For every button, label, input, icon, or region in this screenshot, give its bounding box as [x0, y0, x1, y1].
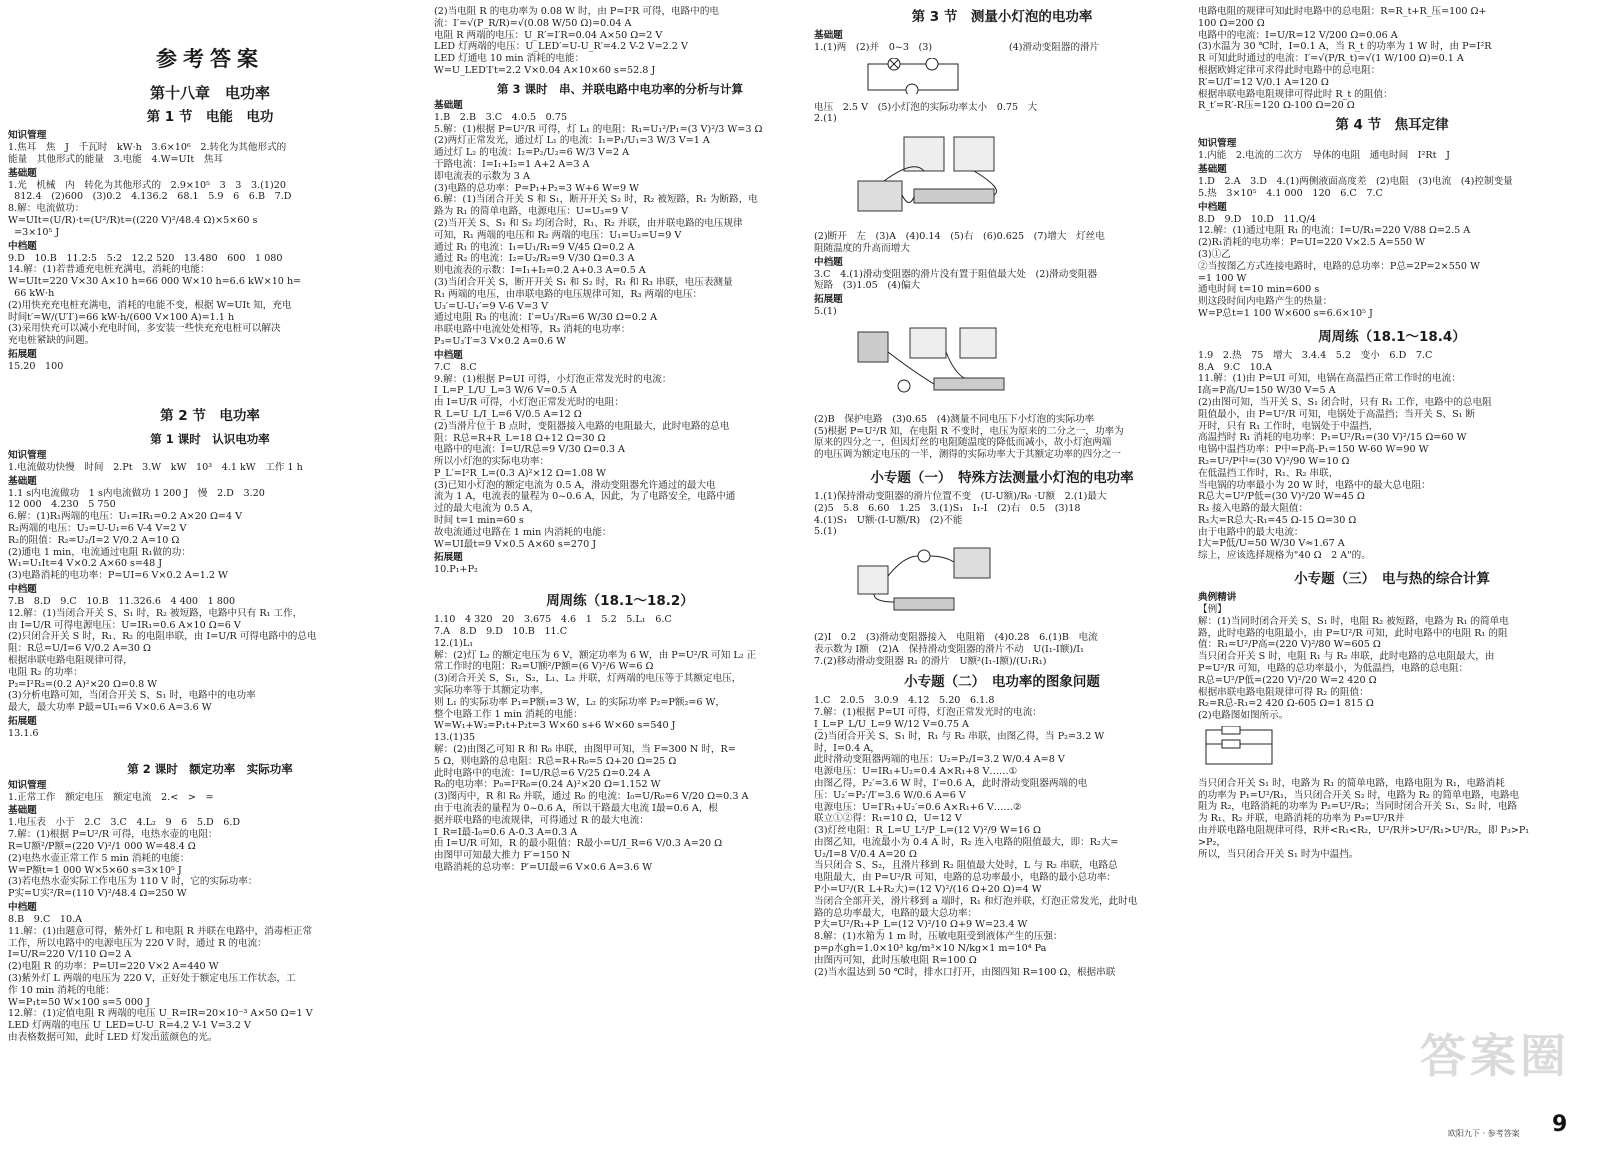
answer-line: p=ρ水gh=1.0×10³ kg/m³×10 N/kg×1 m=10⁴ Pa	[814, 943, 1047, 955]
answer-block	[434, 6, 806, 77]
answer-line: 最大，最大功率 P最=UI₁=6 V×0.6 A=3.6 W	[8, 702, 212, 714]
answer-line: 通过 R₁ 的电流：I₁=U₁/R₁=9 V/45 Ω=0.2 A	[434, 241, 635, 253]
answer-line: 8.解：电流做功：	[8, 203, 85, 215]
section-title: 第 2 节 电功率	[160, 407, 260, 424]
answer-line: 根据串联电路电阻规律可得，	[8, 654, 133, 666]
answer-line: 电阻 R₂ 的功率：	[8, 666, 83, 678]
answer-line: (2)I 0.2 (3)滑动变阻器接入 电阻箱 (4)0.28 6.(1)B 电流	[814, 631, 1098, 643]
answer-line: 1.B 2.B 3.C 4.0.5 0.75	[434, 111, 568, 123]
answer-line: 路，此时电路的电阻最小，由 P=U²/R 可知，此时电路中的电阻 R₁ 的阻	[1198, 627, 1508, 639]
answer-line: 电路消耗的总功率：P′=UI最=6 V×0.6 A=3.6 W	[434, 862, 653, 873]
answer-line: 当只闭合开关 S 时，电阻 R₁ 与 R₂ 串联，此时电路的总电阻最大，由	[1198, 651, 1495, 663]
answer-line: (2)由图可知，当开关 S、S₁ 闭合时，只有 R₁ 工作，电路中的总电阻	[1198, 396, 1492, 408]
answer-line: 1.焦耳 焦 J 千瓦时 kW·h 3.6×10⁶ 2.转化为其他形式的	[8, 142, 287, 153]
answer-line: (2)当滑片位于 B 点时，变阻器接入电路的电阻最大，此时电路的总电	[434, 420, 730, 432]
answer-line: W=W₁+W₂=P₁t+P₂t=3 W×60 s+6 W×60 s=540 J	[434, 720, 676, 732]
answer-line: P大=U²/R₁+P_L=(12 V)²/10 Ω+9 W=23.4 W	[814, 919, 1028, 931]
answer-line: 电阻最大，由 P=U²/R 可知，电路的总功率最小，电路的最小总功率：	[814, 872, 1117, 884]
answer-line: 电路电阻的规律可知此时电路中的总电阻：R=R_t+R_压=100 Ω+	[1198, 6, 1487, 17]
answer-line: 解：(2)灯 L₂ 的额定电压为 6 V，额定功率为 6 W，由 P=U²/R 可知 L₂ 正	[434, 649, 757, 661]
answer-line: LED 灯通电 10 min 消耗的电能：	[434, 53, 585, 65]
answer-line: (3)电路消耗的电功率：P=UI=6 V×0.2 A=1.2 W	[8, 570, 228, 582]
block-label: 知识管理	[1198, 138, 1237, 150]
answer-block	[814, 102, 1190, 126]
answer-line: 可知，R₁ 两端的电压和 R₂ 两端的电压：U₁=U₂=U=9 V	[434, 229, 682, 241]
answer-line: (2)只闭合开关 S 时，R₁、R₂ 的电阻串联，由 I=U/R 可得电路中的总电	[8, 631, 317, 643]
answer-line: (3)分析电路可知，当闭合开关 S、S₁ 时，电路中的电功率	[8, 690, 256, 702]
block-label: 知识管理	[8, 779, 47, 791]
answer-line: W=UIt=(U/R)·t=(U²/R)t=((220 V)²/48.4 Ω)×5×60 s	[8, 214, 258, 226]
answer-line: 9.解：(1)根据 P=UI 可得，小灯泡正常发光时的电流：	[434, 373, 672, 385]
answer-line: 压：U₂′=P₂′/I′=3.6 W/0.6 A=6 V	[814, 789, 966, 801]
section-title: 周周练（18.1～18.4）	[1318, 328, 1466, 345]
answer-line: 解：(2)由图乙可知 R 和 R₀ 串联，由图甲可知，当 F=300 N 时，R=	[434, 744, 736, 756]
answer-line: 根据欧姆定律可求得此时电路中的总电阻：	[1198, 64, 1381, 76]
page-title: 参考答案	[156, 47, 264, 71]
answer-line: (3)灯丝电阻：R_L=U_L²/P_L=(12 V)²/9 W=16 Ω	[814, 825, 1041, 837]
answer-line: 通电时间 t=10 min=600 s	[1198, 284, 1320, 296]
watermark-logo: 答案圈	[1420, 1029, 1570, 1083]
answer-line: (3)①乙	[1198, 248, 1231, 260]
answer-line: 联立①②得：R₁=10 Ω，U=12 V	[814, 813, 962, 825]
answer-line: (2)B 保护电路 (3)0.65 (4)测量不同电压下小灯泡的实际功率	[814, 413, 1095, 425]
answer-line: 12.解：(1)通过电阻 R₁ 的电流：I=U/R₁=220 V/88 Ω=2.5 A	[1198, 225, 1471, 237]
answer-line: R₂两端的电压：U₂=U-U₁=6 V-4 V=2 V	[8, 522, 187, 534]
answer-line: 则电流表的示数：I=I₁+I₂=0.2 A+0.3 A=0.5 A	[434, 265, 646, 277]
section-title: 第 3 节 测量小灯泡的电功率	[911, 9, 1093, 25]
answer-line: 电源电压：U=I′R₁+U₂′=0.6 A×R₁+6 V……②	[814, 801, 1022, 813]
block-label: 中档题	[8, 240, 37, 252]
section-title: 小专题（二） 电功率的图象问题	[904, 674, 1100, 691]
answer-line: 7.A 8.D 9.D 10.B 11.C	[434, 626, 568, 638]
answer-line: (3)水温为 30 ℃时，I=0.1 A，当 R_t 的功率为 1 W 时，由 P=I²R	[1198, 41, 1492, 53]
answer-line: (3)电路的总功率：P=P₁+P₂=3 W+6 W=9 W	[434, 182, 640, 194]
answer-line: 根据串联电路电阻规律可得 R₂ 的阻值：	[1198, 686, 1369, 698]
answer-line: I_L=P_L/U_L=9 W/12 V=0.75 A	[814, 718, 969, 730]
experiment-photo-diagram	[854, 542, 1004, 624]
answer-line: P=U²/R 可知，电路的总功率最小，为低温挡，电路的总电阻：	[1198, 663, 1469, 675]
answer-line: (3)紫外灯 L 两端的电压为 220 V，正好处于额定电压工作状态，工	[8, 973, 296, 985]
answer-line: 6.解：(1)R₁两端的电压：U₁=IR₁=0.2 A×20 Ω=4 V	[8, 511, 243, 523]
answer-line: 过的最大电流为 0.5 A，	[434, 503, 540, 515]
answer-line: 时间 t=1 min=60 s	[434, 515, 524, 527]
answer-line: 由图乙得，P₂′=3.6 W 时，I′=0.6 A，此时滑动变阻器两端的电	[814, 777, 1088, 789]
chapter-title: 第十八章 电功率	[149, 84, 270, 102]
answer-line: 10.P₁+P₂	[434, 564, 478, 576]
answer-line: 当闭合全部开关，滑片移到 a 端时，R₁ 和灯泡并联，灯泡正常发光，此时电	[814, 895, 1138, 907]
answer-line: W=P₁t=50 W×100 s=5 000 J	[8, 996, 150, 1008]
block-label: 中档题	[1198, 201, 1227, 213]
answer-block	[1198, 6, 1586, 112]
block-label: 拓展题	[814, 294, 843, 306]
answer-line: I_L=P_L/U_L=3 W/6 V=0.5 A	[434, 385, 577, 397]
answer-line: 则 L₁ 的实际功率 P₁=P额₁=3 W，L₂ 的实际功率 P₂=P额₂=6 W，	[434, 696, 725, 708]
experiment-photo-diagram	[854, 129, 1024, 223]
answer-line: 流为 1 A，电流表的量程为 0~0.6 A，因此，为了电路安全，电路中通	[434, 491, 736, 503]
answer-line: 由 I=U/R 可知，R 的最小阻值：R最小=U/I_R=6 V/0.3 A=20 Ω	[434, 838, 723, 850]
answer-line: (3)闭合开关 S，S₁，S₂，L₁、L₂ 并联，灯两端的电压等于其额定电压，	[434, 673, 742, 685]
block-label: 基础题	[1198, 163, 1227, 175]
answer-line: 故电流通过电路在 1 min 内消耗的电能：	[434, 526, 612, 538]
answer-line: 13.1.6	[8, 727, 39, 739]
column-3	[814, 6, 1190, 1136]
answer-line: 则这段时间内电路产生的热量：	[1198, 296, 1333, 308]
answer-block	[814, 231, 1190, 318]
answer-line: (2)电热水壶正常工作 5 min 消耗的电能：	[8, 852, 190, 864]
answer-line: W=UI最t=9 V×0.5 A×60 s=270 J	[434, 538, 597, 550]
answer-line: 1.C 2.0.5 3.0.9 4.12 5.20 6.1.8	[814, 695, 995, 707]
answer-line: (2)当开关 S、S₁ 和 S₂ 均闭合时，R₁、R₂ 并联，由并联电路的电压规律	[434, 217, 743, 229]
answer-line: 阻：R总=R+R_L=18 Ω+12 Ω=30 Ω	[434, 432, 606, 444]
answer-line: R₂=R总-R₁=2 420 Ω-605 Ω=1 815 Ω	[1198, 698, 1374, 710]
answer-line: 1.(1)保持滑动变阻器的滑片位置不变 (U-U额)/R₀ ·U额 2.(1)最大	[814, 490, 1107, 502]
section-title: 周周练（18.1～18.2）	[546, 593, 694, 610]
answer-line: 6.解：(1)当闭合开关 S 和 S₁，断开开关 S₂ 时，R₂ 被短路，R₁ 为断路，电	[434, 194, 758, 206]
answer-line: P小=U²/(R_L+R₂大)=(12 V)²/(16 Ω+20 Ω)=4 W	[814, 884, 1042, 896]
answer-line: ②当按图乙方式连接电路时，电路的总功率：P总=2P=2×550 W	[1198, 260, 1480, 272]
answer-line: (2)电路图如图所示。	[1198, 710, 1289, 722]
answer-line: 8.A 9.C 10.A	[1198, 361, 1272, 373]
answer-line: (5)根据 P=U²/R 知，在电阻 R 不变时，电压为原来的二分之一，功率为	[814, 425, 1124, 437]
answer-line: (2)用快充充电桩充满电，消耗的电能不变，根据 W=UIt 知，充电	[8, 299, 292, 311]
answer-line: 1.电流做功快慢 时间 2.Pt 3.W kW 10³ 4.1 kW 工作 1 h	[8, 461, 303, 473]
answer-block	[8, 450, 412, 740]
answer-line: 15.20 100	[8, 360, 64, 372]
answer-line: LED 灯两端的电压：U_LED′=U-U_R′=4.2 V-2 V=2.2 V	[434, 41, 688, 53]
answer-block	[1198, 592, 1586, 722]
answer-line: 工作，所以电路中的电源电压为 220 V 时，通过 R 的电流：	[8, 937, 267, 949]
answer-line: 由于电路中的最大电流：	[1198, 526, 1304, 538]
answer-line: R_t′=R′-R压=120 Ω-100 Ω=20 Ω	[1198, 100, 1355, 112]
answer-line: P_L′=I²R_L=(0.3 A)²×12 Ω=1.08 W	[434, 467, 607, 479]
answer-line: 1.(1)两 (2)并 0~3 (3) (4)滑动变阻器的滑片	[814, 42, 1100, 53]
answer-block	[814, 632, 1190, 667]
answer-line: (2)5 5.8 6.60 1.25 3.(1)S₁ I₁-I (2)右 0.5 (3)18	[814, 502, 1081, 514]
answer-line: 1.电压表 小于 2.C 3.C 4.L₂ 9 6 5.D 6.D	[8, 817, 241, 829]
column-2	[434, 6, 806, 1136]
block-label: 基础题	[8, 805, 37, 817]
lesson-title: 第 3 课时 串、并联电路中电功率的分析与计算	[496, 81, 743, 96]
answer-line: 即电流表的示数为 3 A	[434, 170, 530, 182]
answer-line: 所以，当只闭合开关 S₁ 时为中温挡。	[1198, 848, 1359, 860]
answer-line: R=U额²/P额=(220 V)²/1 000 W=48.4 Ω	[8, 841, 196, 853]
section-title: 小专题（一） 特殊方法测量小灯泡的电功率	[870, 469, 1134, 486]
answer-line: 解：(1)当同时闭合开关 S、S₁ 时，电阻 R₂ 被短路，电路为 R₁ 的简单电	[1198, 615, 1509, 627]
answer-line: 7.(2)移动滑动变阻器 R₁ 的滑片 U额²(I₁-I额)/(U₁R₁)	[814, 655, 1047, 667]
answer-line: 根据串联电路电阻规律可得此时 R_t 的阻值：	[1198, 88, 1393, 100]
answer-line: 1.1 s内电流做功 1 s内电流做功 1 200 J 慢 2.D 3.20	[8, 487, 265, 499]
answer-line: =3×10⁵ J	[8, 226, 60, 238]
answer-line: 当只闭合 S、S₂，且滑片移到 R₂ 阻值最大处时，L 与 R₂ 串联，电路总	[814, 860, 1118, 872]
column-1	[8, 6, 412, 1136]
block-label: 知识管理	[8, 130, 47, 141]
answer-line: 据并联电路的电流规律，可得通过 R 的最大电流：	[434, 814, 649, 826]
answer-line: 1.9 2.热 75 增大 3.4.4 5.2 变小 6.D 7.C	[1198, 349, 1433, 361]
answer-line: 此时电路中的电流：I=U/R总=6 V/25 Ω=0.24 A	[434, 767, 651, 779]
answer-line: >P₂，	[1198, 836, 1226, 848]
answer-line: (3)采用快充可以减小充电时间，多安装一些快充充电桩可以解决	[8, 323, 281, 335]
answer-line: 当电锅的功率最小为 20 W 时，电路中的最大总电阻：	[1198, 479, 1431, 491]
answer-line: R 可知此时通过的电流：I′=√(P/R_t)=√(1 W/100 Ω)=0.1 A	[1198, 53, 1464, 65]
answer-line: R′=U/I′=12 V/0.1 A=120 Ω	[1198, 76, 1329, 88]
answer-line: 电源电压：U=IR₁+U₂=0.4 A×R₁+8 V……①	[814, 766, 1018, 778]
answer-line: 在低温挡工作时，R₁、R₂ 串联，	[1198, 467, 1339, 479]
answer-line: W₁=U₁It=4 V×0.2 A×60 s=48 J	[8, 558, 163, 570]
answer-line: 电压 2.5 V (5)小灯泡的实际功率太小 0.75 大	[814, 101, 1038, 113]
answer-line: 812.4 (2)600 (3)0.2 4.136.2 68.1 5.9 6 6.B 7.D	[8, 191, 292, 203]
block-label: 拓展题	[8, 715, 37, 727]
answer-line: 此时滑动变阻器两端的电压：U₂=P₂/I=3.2 W/0.4 A=8 V	[814, 754, 1065, 766]
answer-line: 路为 R₁ 的简单电路，电源电压：U=U₃=9 V	[434, 206, 629, 218]
answer-line: 路的总功率最大，电路的最大总功率：	[814, 907, 978, 919]
answer-block	[814, 30, 1190, 54]
answer-block	[434, 614, 806, 874]
answer-line: 由图乙知，电流最小为 0.4 A 时，R₂ 连入电路的阻值最大，即：R₂大=	[814, 836, 1119, 848]
answer-line: 的电压调为额定电压的一半，测得的实际功率大于其额定功率的四分之一	[814, 449, 1121, 461]
answer-line: 5 Ω，则电路的总电阻：R总=R+R₀=5 Ω+20 Ω=25 Ω	[434, 755, 677, 767]
answer-line: 为 R₁、R₂ 并联，电路消耗的功率为 P₃=U²/R并	[1198, 813, 1405, 825]
answer-line: 阻：R总=U/I=6 V/0.2 A=30 Ω	[8, 643, 151, 655]
answer-line: 12.解：(1)当闭合开关 S、S₁ 时，R₂ 被短路，电路中只有 R₁ 工作，	[8, 607, 303, 619]
answer-line: 时，I=0.4 A，	[814, 742, 880, 754]
answer-line: W=P总t=1 100 W×600 s=6.6×10⁵ J	[1198, 307, 1373, 319]
section-title: 第 1 节 电能 电功	[146, 109, 274, 125]
answer-line: 由 I=U/R 可得，小灯泡正常发光时的电阻：	[434, 397, 624, 409]
answer-line: 阻为 R₂，电路消耗的功率为 P₂=U²/R₂；当同时闭合开关 S₁、S₂ 时，电路	[1198, 801, 1517, 813]
answer-line: I=U/R=220 V/110 Ω=2 A	[8, 949, 132, 961]
answer-line: 串联电路中电流处处相等，R₃ 消耗的电功率：	[434, 324, 631, 336]
answer-line: R₁ 两端的电压，由串联电路的电压规律可知，R₃ 两端的电压：	[434, 288, 703, 300]
answer-line: 能量 其他形式的能量 3.电能 4.W=UIt 焦耳	[8, 153, 224, 165]
answer-block	[434, 100, 806, 576]
answer-line: (3)当闭合开关 S，断开开关 S₁ 和 S₂ 时，R₁ 和 R₃ 串联，电压表测量	[434, 276, 733, 288]
answer-line: (2)通电 1 min，电流通过电阻 R₁做的功：	[8, 546, 191, 558]
answer-line: 7.解：(1)根据 P=UI 可得，灯泡正常发光时的电流：	[814, 707, 1042, 719]
answer-line: 1.正常工作 额定电压 额定电流 2.< > =	[8, 791, 214, 803]
block-label: 知识管理	[8, 449, 47, 461]
answer-line: 8.D 9.D 10.D 11.Q/4	[1198, 213, 1316, 225]
answer-line: 14.解：(1)若普通充电桩充满电，消耗的电能：	[8, 264, 210, 276]
answer-line: =1 100 W	[1198, 272, 1247, 284]
answer-line: 由图甲可知最大推力 F′=150 N	[434, 850, 571, 862]
answer-line: P实=U实²/R=(110 V)²/48.4 Ω=250 W	[8, 888, 187, 900]
answer-line: 12 000 4.230 5 750	[8, 499, 116, 511]
answer-line: 【例】	[1198, 604, 1227, 616]
block-label: 拓展题	[434, 552, 463, 564]
page-footer: 欧阳九下 · 参考答案	[1448, 1129, 1520, 1138]
answer-line: LED 灯两端的电压 U_LED=U-U_R=4.2 V-1 V=3.2 V	[8, 1020, 251, 1032]
answer-line: 2.(1)	[814, 113, 837, 125]
answer-line: (2)断开 左 (3)A (4)0.14 (5)右 (6)0.625 (7)增大 灯丝电	[814, 230, 1105, 242]
block-label: 拓展题	[8, 348, 37, 360]
answer-line: 表示数为 I额 (2)A 保持滑动变阻器的滑片不动 U(I₁-I额)/I₁	[814, 643, 1084, 655]
answer-block	[8, 780, 412, 1044]
block-label: 典例精讲	[1198, 592, 1237, 604]
answer-line: 充电桩紧缺的问题。	[8, 335, 95, 347]
answer-line: 当只闭合开关 S₁ 时，电路为 R₁ 的简单电路，电路电阻为 R₁，电路消耗	[1198, 777, 1505, 789]
answer-line: R₂的阻值：R₂=U₂/I=2 V/0.2 A=10 Ω	[8, 534, 180, 546]
answer-block	[814, 491, 1190, 538]
answer-line: 13.(1)35	[434, 732, 476, 744]
answer-line: 5.(1)	[814, 526, 837, 538]
answer-block	[814, 414, 1190, 461]
answer-line: R总=U²/P低=(220 V)²/20 W=2 420 Ω	[1198, 674, 1377, 686]
answer-line: R总大=U²/P低=(30 V)²/20 W=45 Ω	[1198, 491, 1365, 503]
answer-line: 5.(1)	[814, 306, 837, 318]
answer-line: 综上，应该选择规格为"40 Ω 2 A"的。	[1198, 550, 1371, 562]
circuit-diagram	[854, 58, 974, 94]
lesson-title: 第 1 课时 认识电功率	[150, 431, 270, 446]
block-label: 基础题	[814, 30, 843, 41]
answer-line: 1.10 4 320 20 3.675 4.6 1 5.2 5.L₁ 6.C	[434, 614, 672, 626]
answer-line: 9.D 10.B 11.2:5 5:2 12.2 520 13.480 600 1 080	[8, 252, 283, 264]
answer-line: 1.光 机械 内 转化为其他形式的 2.9×10⁵ 3 3 3.(1)20	[8, 179, 286, 191]
answer-line: 作 10 min 消耗的电能：	[8, 984, 115, 996]
block-label: 基础题	[8, 167, 37, 179]
answer-line: 7.解：(1)根据 P=U²/R 可得，电热水壶的电阻：	[8, 829, 218, 841]
answer-block	[814, 695, 1190, 978]
answer-line: 电阻 R 两端的电压：U_R′=I′R=0.04 A×50 Ω=2 V	[434, 29, 663, 41]
answer-line: R₀的电功率：P₀=I²R₀=(0.24 A)²×20 Ω=1.152 W	[434, 779, 661, 791]
answer-line: I_R=I最-I₀=0.6 A-0.3 A=0.3 A	[434, 826, 578, 838]
answer-line: 常工作时的电阻：R₂=U额²/P额=(6 V)²/6 W=6 Ω	[434, 661, 654, 673]
experiment-photo-diagram	[854, 322, 1014, 406]
answer-line: 阻值最小，由 P=U²/R 可知，电锅处于高温挡；当开关 S、S₁ 断	[1198, 408, 1476, 420]
section-title: 第 4 节 焦耳定律	[1335, 117, 1449, 134]
answer-line: 阻随温度的升高而增大	[814, 242, 910, 254]
column-4	[1198, 6, 1586, 1136]
block-label: 中档题	[8, 902, 37, 914]
answer-line: U₃′=U-U₁′=9 V-6 V=3 V	[434, 300, 549, 312]
page-number: 9	[1552, 1112, 1568, 1137]
answer-line: (2)两灯正常发光，通过灯 L₁ 的电流：I₁=P₁/U₁=3 W/3 V=1 A	[434, 135, 710, 147]
answer-line: 11.解：(1)由 P=UI 可知，电锅在高温挡正常工作时的电流：	[1198, 373, 1461, 385]
answer-line: R₃大=R总大-R₁=45 Ω-15 Ω=30 Ω	[1198, 514, 1357, 526]
answer-line: 由 I=U/R 可得电源电压：U=IR₁=0.6 A×10 Ω=6 V	[8, 619, 241, 631]
answer-line: 5.热 3×10⁵ 4.1 000 120 6.C 7.C	[1198, 187, 1383, 199]
answer-line: 时间t′=W/(U′I′)=66 kW·h/(600 V×100 A)=1.1 h	[8, 311, 235, 323]
circuit-diagram	[1202, 726, 1282, 770]
block-label: 中档题	[814, 256, 843, 268]
answer-line: 3.C 4.(1)滑动变阻器的滑片没有置于阻值最大处 (2)滑动变阻器	[814, 268, 1098, 280]
answer-line: 电锅中温挡功率：P中=P高-P₁=150 W-60 W=90 W	[1198, 444, 1429, 456]
answer-block	[1198, 350, 1586, 562]
answer-line: 原来的四分之一，但因灯丝的电阻随温度的降低而减小，故小灯泡两端	[814, 437, 1112, 449]
answer-line: 7.B 8.D 9.C 10.B 11.326.6 4 400 1 800	[8, 595, 236, 607]
answer-line: R₃ 接入电路的最大阻值：	[1198, 503, 1309, 515]
answer-line: 由于电流表的量程为 0~0.6 A，所以干路最大电流 I最=0.6 A，根	[434, 803, 719, 815]
answer-line: I大=P低/U=50 W/30 V≈1.67 A	[1198, 538, 1345, 550]
answer-line: 4.(1)S₁ U额·(I-U额/R) (2)不能	[814, 514, 963, 526]
block-label: 中档题	[8, 583, 37, 595]
answer-line: 由并联电路电阻规律可得，R并<R₁<R₂，U²/R并>U²/R₁>U²/R₂，即 P₃>P₁	[1198, 825, 1530, 837]
answer-line: R₂=U²/P中=(30 V)²/90 W=10 Ω	[1198, 455, 1350, 467]
answer-line: (3)图丙中，R 和 R₀ 并联，通过 R₀ 的电流：I₀=U/R₀=6 V/20 Ω=0.3 A	[434, 791, 749, 803]
answer-line: 干路电流：I=I₁+I₂=1 A+2 A=3 A	[434, 158, 590, 170]
answer-line: (2)当水温达到 50 ℃时，排水口打开，由图四知 R=100 Ω，根据串联	[814, 966, 1116, 978]
block-label: 基础题	[8, 475, 37, 487]
answer-line: 电路中的电流：I=U/R总=9 V/30 Ω=0.3 A	[434, 444, 625, 456]
answer-line: (3)已知小灯泡的额定电流为 0.5 A，滑动变阻器允许通过的最大电	[434, 479, 716, 491]
answer-line: I高=P高/U=150 W/30 V=5 A	[1198, 385, 1336, 397]
answer-line: 通过 R₂ 的电流：I₂=U₂/R₂=9 V/30 Ω=0.3 A	[434, 253, 635, 265]
section-title: 小专题（三） 电与热的综合计算	[1294, 571, 1490, 588]
answer-line: 12.(1)L₁	[434, 637, 474, 649]
answer-line: 1.D 2.A 3.D 4.(1)两侧液面高度差 (2)电阻 (3)电流 (4)控制变量	[1198, 175, 1513, 187]
answer-line: 所以小灯泡的实际电功率：	[434, 456, 550, 468]
answer-line: R_L=U_L/I_L=6 V/0.5 A=12 Ω	[434, 408, 582, 420]
answer-line: 高温挡时 R₁ 消耗的电功率：P₁=U²/R₁=(30 V)²/15 Ω=60 W	[1198, 432, 1467, 444]
answer-line: 流：I′=√(P_R/R)=√(0.08 W/50 Ω)=0.04 A	[434, 17, 632, 29]
answer-line: (2)R₁消耗的电功率：P=UI=220 V×2.5 A=550 W	[1198, 237, 1426, 249]
answer-line: 的功率为 P₁=U²/R₁，当只闭合开关 S₂ 时，电路为 R₂ 的简单电路，电路电	[1198, 789, 1520, 801]
answer-line: U₂/I=8 V/0.4 A=20 Ω	[814, 848, 917, 860]
answer-line: 整个电路工作 1 min 消耗的电能：	[434, 708, 583, 720]
answer-line: (2)当闭合开关 S、S₁ 时，R₁ 与 R₂ 串联，由图乙得，当 P₂=3.2 W	[814, 730, 1105, 742]
answer-line: P₂=I²R₂=(0.2 A)²×20 Ω=0.8 W	[8, 678, 158, 690]
answer-line: (3)若电热水壶实际工作电压为 110 V 时，它的实际功率：	[8, 876, 258, 888]
answer-line: 100 Ω=200 Ω	[1198, 17, 1265, 29]
answer-line: W=UIt=220 V×30 A×10 h=66 000 W×10 h=6.6 kW×10 h=	[8, 276, 302, 288]
block-label: 基础题	[434, 99, 463, 111]
answer-block	[8, 130, 412, 373]
block-label: 中档题	[434, 349, 463, 361]
answer-line: 12.解：(1)定值电阻 R 两端的电压 U_R=IR=20×10⁻³ A×50 Ω=1 V	[8, 1008, 313, 1020]
answer-line: (2)当电阻 R 的电功率为 0.08 W 时，由 P=I²R 可得，电路中的电	[434, 6, 720, 17]
answer-line: 开时，只有 R₁ 工作时，电锅处于中温挡，	[1198, 420, 1379, 432]
answer-line: 66 kW·h	[8, 287, 55, 299]
answer-block	[1198, 778, 1586, 861]
answer-line: W=P额t=1 000 W×5×60 s=3×10⁵ J	[8, 864, 182, 876]
answer-line: 通过灯 L₂ 的电流：I₂=P₂/U₂=6 W/3 V=2 A	[434, 147, 630, 159]
answer-line: 由表格数据可知，此时 LED 灯发出蓝颜色的光。	[8, 1032, 218, 1044]
answer-line: 11.解：(1)由题意可得，紫外灯 L 和电阻 R 并联在电路中，消毒柜正常	[8, 925, 313, 937]
answer-block	[1198, 138, 1586, 320]
answer-line: 8.解：(1)水箱为 1 m 时，压敏电阻受到液体产生的压强：	[814, 931, 1063, 943]
answer-line: 实际功率等于其额定功率，	[434, 685, 550, 697]
answer-line: W=U_LED′I′t=2.2 V×0.04 A×10×60 s=52.8 J	[434, 64, 656, 76]
answer-line: P₃=U₃′I′=3 V×0.2 A=0.6 W	[434, 335, 567, 347]
answer-line: 短路 (3)1.05 (4)偏大	[814, 280, 921, 292]
lesson-title: 第 2 课时 额定功率 实际功率	[127, 761, 293, 776]
answer-line: 5.解：(1)根据 P=U²/R 可得，灯 L₁ 的电阻：R₁=U₁²/P₁=(3 V)²/3 W=3 Ω	[434, 123, 763, 135]
answer-line: 由图丙可知，此时压敏电阻 R=100 Ω	[814, 954, 977, 966]
answer-line: 8.B 9.C 10.A	[8, 914, 83, 926]
answer-line: 通过电阻 R₃ 的电流：I′=U₃′/R₃=6 W/30 Ω=0.2 A	[434, 312, 658, 324]
answer-line: 值：R₁=U²/P高=(220 V)²/80 W=605 Ω	[1198, 639, 1381, 651]
answer-line: 7.C 8.C	[434, 361, 477, 373]
answer-line: 电路中的电流：I=U/R=12 V/200 Ω=0.06 A	[1198, 29, 1398, 41]
answer-line: 1.内能 2.电流的二次方 导体的电阻 通电时间 I²Rt J	[1198, 150, 1450, 162]
answer-line: (2)电阻 R 的功率：P=UI=220 V×2 A=440 W	[8, 961, 219, 973]
